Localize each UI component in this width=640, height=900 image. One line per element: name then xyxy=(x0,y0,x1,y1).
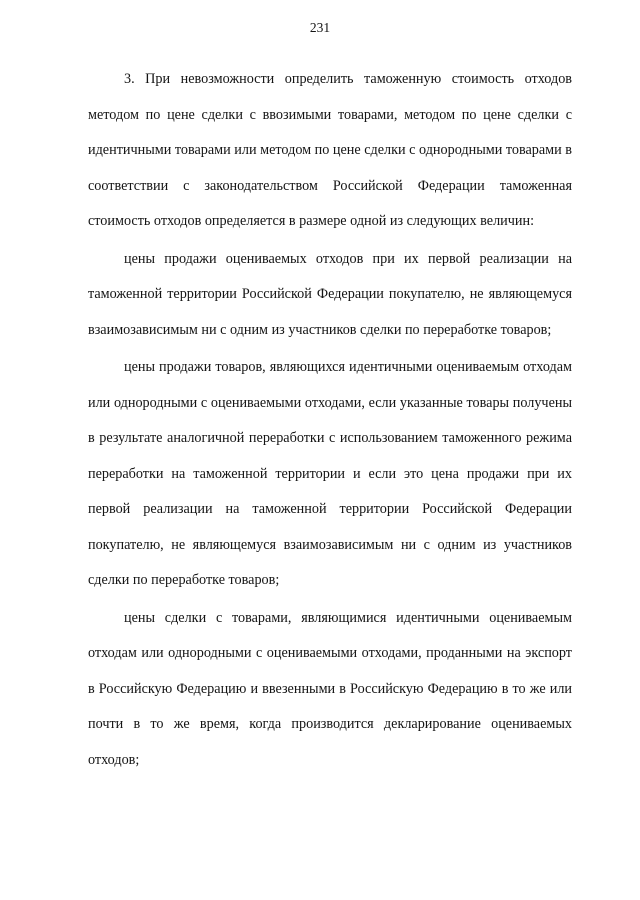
page-number: 231 xyxy=(309,20,331,35)
paragraph-option-transaction-value: цены сделки с товарами, являющимися идентичными оцениваемым отходам или однородными с оцениваемыми отходами, проданными на экспорт в Российскую Федерацию и ввезенными в Российскую Федерацию в то же или почти в то же время, когда производится декларирование оцениваемых отходов; xyxy=(88,609,572,768)
paragraph-option-first-sale-price: цены продажи оцениваемых отходов при их первой реализации на таможенной территории Российской Федерации покупателю, не являющемуся взаимозависимым ни с одним из участников сделки по переработке товаров; xyxy=(88,250,572,338)
document-body xyxy=(88,62,572,778)
paragraph-clause-3-intro: 3. При невозможности определить таможенную стоимость отходов методом по цене сделки с ввозимыми товарами, методом по цене сделки с идентичными товарами или методом по цене сделки с однородными товарами в соответствии с законодательством Российской Федерации таможенная стоимость отходов определяется в размере одной из следующих величин: xyxy=(88,71,572,229)
paragraph-option-identical-goods-price: цены продажи товаров, являющихся идентичными оцениваемым отходам или однородными с оцениваемыми отходами, если указанные товары получены в результате аналогичной переработки с использованием таможенного режима переработки на таможенной территории и если это цена продажи при их первой реализации на таможенной территории Российской Федерации покупателю, не являющемуся взаимозависимым ни с одним из участников сделки по переработке товаров; xyxy=(88,359,572,588)
